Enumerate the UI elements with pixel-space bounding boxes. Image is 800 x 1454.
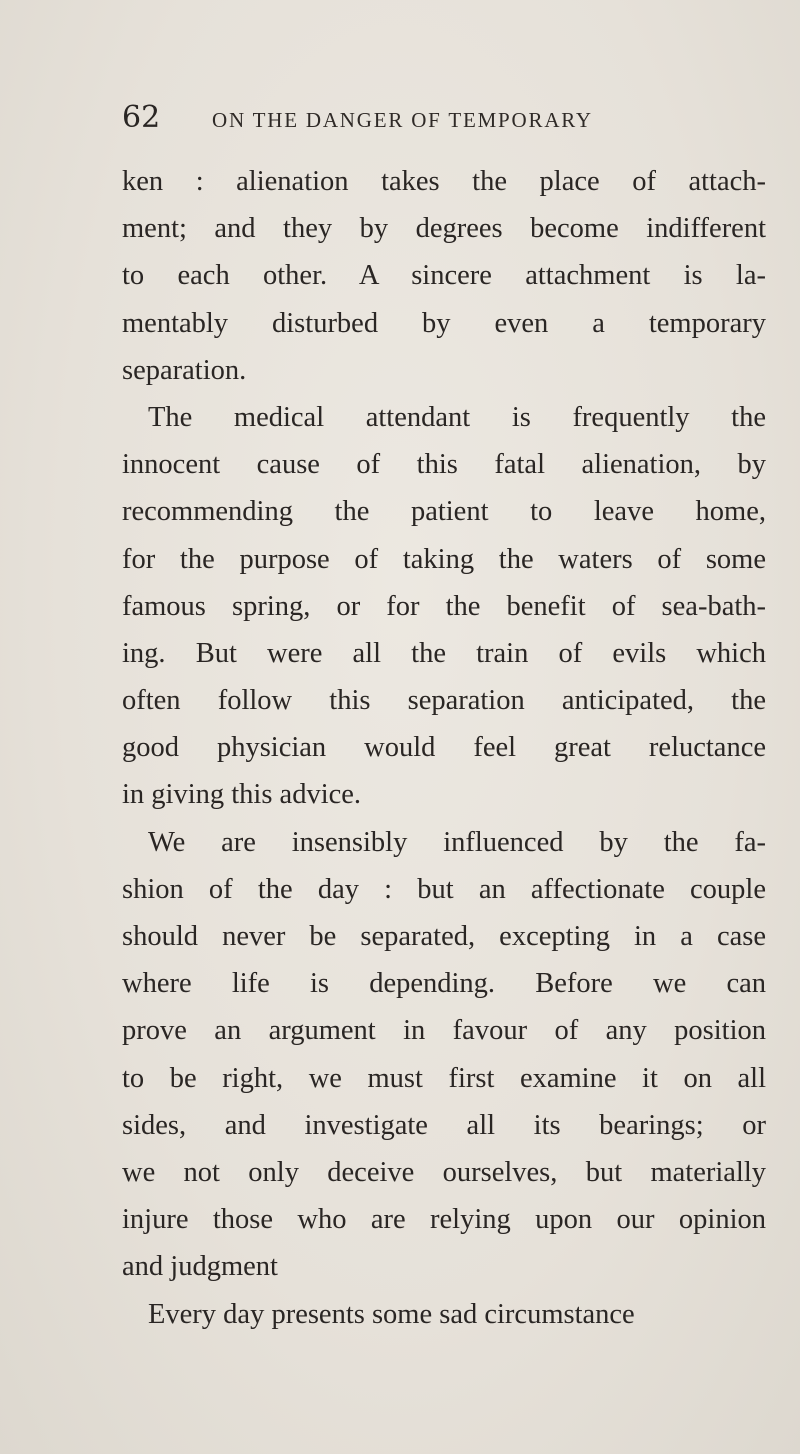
text-line: should never be separated, excepting in a case: [122, 921, 766, 952]
text-line: innocent cause of this fatal alienation, by: [122, 449, 766, 481]
text-line: injure those who are relying upon our opinion: [122, 1204, 766, 1236]
text-line: We are insensibly influenced by the fa-: [148, 826, 766, 858]
page-number: 62: [122, 100, 161, 135]
text-line: to be right, we must first examine it on all: [122, 1062, 766, 1094]
text-line: ing. But were all the train of evils which: [122, 637, 766, 669]
text-line: mentably disturbed by even a temporary: [122, 307, 766, 339]
text-line: where life is depending. Before we can: [122, 968, 766, 1000]
body-text: [122, 158, 766, 1338]
text-line: ment; and they by degrees become indifferent: [122, 213, 766, 245]
text-line: for the purpose of taking the waters of some: [122, 543, 766, 575]
text-line: Every day presents some sad circumstance: [148, 1298, 635, 1330]
text-line: prove an argument in favour of any position: [122, 1015, 766, 1047]
text-line: recommending the patient to leave home,: [122, 496, 766, 528]
text-line: often follow this separation anticipated, the: [122, 685, 766, 717]
text-line: good physician would feel great reluctance: [122, 732, 766, 764]
text-line: and judgment: [122, 1251, 278, 1283]
text-line: shion of the day : but an affectionate couple: [122, 873, 766, 905]
text-line: to each other. A sincere attachment is la-: [122, 260, 766, 292]
text-line: The medical attendant is frequently the: [148, 401, 766, 433]
text-line: we not only deceive ourselves, but materially: [122, 1156, 766, 1188]
text-line: in giving this advice.: [122, 779, 362, 811]
text-line: famous spring, or for the benefit of sea-bath-: [122, 590, 766, 622]
text-line: separation.: [122, 354, 247, 386]
text-line: sides, and investigate all its bearings; or: [122, 1109, 766, 1141]
running-head: ON THE DANGER OF TEMPORARY: [212, 108, 593, 132]
page-header: [122, 100, 742, 140]
text-line: ken : alienation takes the place of attach-: [122, 166, 766, 197]
